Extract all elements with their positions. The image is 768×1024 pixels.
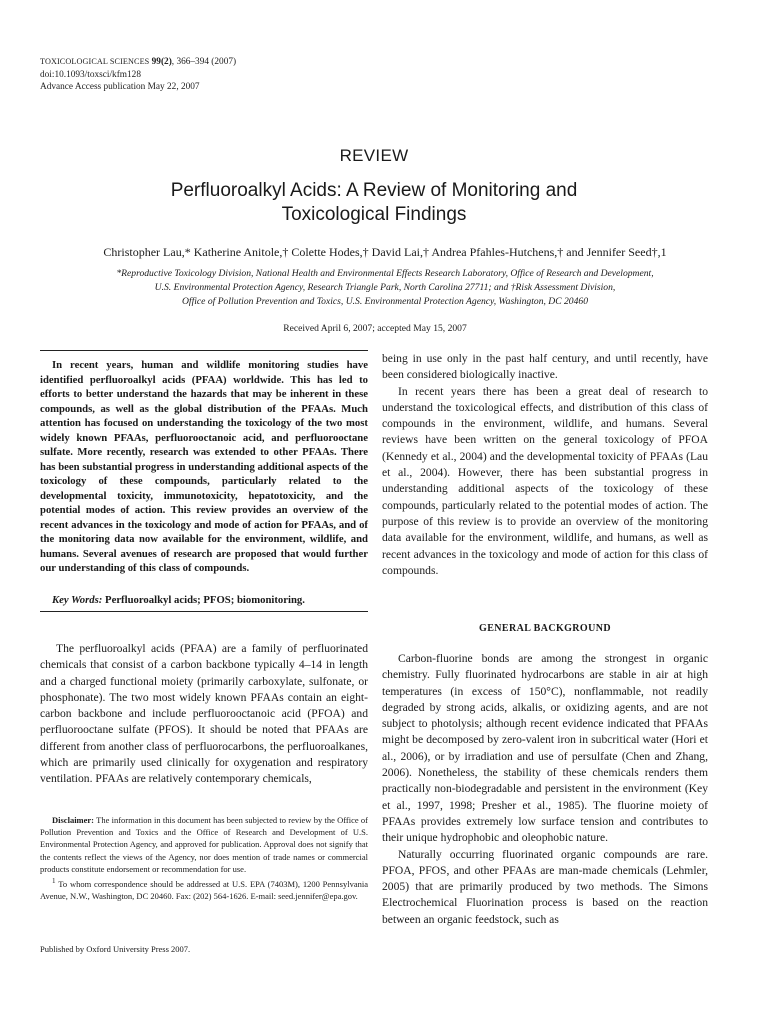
footnotes [40, 814, 368, 902]
correspondence-note [40, 875, 368, 902]
publisher-line: Published by Oxford University Press 2007. [40, 944, 191, 954]
section-heading: GENERAL BACKGROUND [479, 623, 611, 634]
disclaimer-text: The information in this document has been subjected to review by the Office of Pollution Prevention and Toxics and the Office of Research and Development of U.S. Environmental Protection Agency, and approved for publication. Approval does not signify that the contents reflect the views of the Agency, nor does mention of trade names or commercial products constitute endorsement or recommendation for use. [40, 815, 368, 874]
received-dates: Received April 6, 2007; accepted May 15, 2007 [283, 323, 467, 334]
journal-volume: 99(2) [151, 57, 172, 67]
body-paragraph: Carbon-fluorine bonds are among the strongest in organic chemistry. Fully fluorinated hydrocarbons are stable in air at high temperatures (in excess of 150°C), nonflammable, not readily degraded by strong acids, alkalis, or oxidizing agents, and are not subject to photolysis; although recent evidence indicated that PFAAs might be decomposed by zero-valent iron in subcritical water (Hori et al., 2006), or by irradiation and use of persulfate (Chen and Zhang, 2006). Nonetheless, the stability of these chemicals renders them practically non-biodegradable and persistent in the environment (Key et al., 1997, 1998; Presher et al., 1985). The fluorine moiety of PFAAs provides extremely low surface tension and contributes to their unique hydrophobic and oleophobic nature. [382, 652, 708, 845]
background-section [382, 651, 708, 928]
article-type: REVIEW [339, 146, 409, 165]
affiliations [40, 267, 730, 309]
body-paragraph: The perfluoroalkyl acids (PFAA) are a family of perfluorinated chemicals that consist of a carbon backbone typically 4–14 in length and a charged functional moiety (primarily carboxylate, sulfonate, or phosphonate). The two most widely known PFAAs contain an eight-carbon backbone and include perfluorooctanoic acid (PFOA) and perfluorooctane sulfate (PFOS). It should be noted that PFAAs are different from another class of perfluorocarbons, the perfluoroalkanes, which are primarily used clinically for oxygenation and respiratory ventilation. PFAAs are relatively contemporary chemicals, [40, 642, 368, 786]
correspondence-text: To whom correspondence should be addressed at U.S. EPA (7403M), 1200 Pennsylvania Avenue, N.W., Washington, DC 20460. Fax: (202) 564-1626. E-mail: seed.jennifer@epa.gov. [40, 878, 368, 902]
body-paragraph: Naturally occurring fluorinated organic compounds are rare. PFOA, PFOS, and other PFAAs are man-made chemicals (Lehmler, 2005) that are primarily produced by two methods. The Simons Electrochemical Fluorination process is based on the reaction between an organic feedstock, such as [382, 847, 708, 926]
footnote-mark: 1 [52, 877, 56, 886]
affiliation-line: *Reproductive Toxicology Division, National Health and Environmental Effects Research Laboratory, Office of Research and Development, [116, 268, 654, 279]
disclaimer-label: Disclaimer: [52, 815, 95, 825]
disclaimer-note [40, 814, 368, 875]
journal-pages: , 366–394 (2007) [171, 57, 237, 67]
keywords-text: Perfluoroalkyl acids; PFOS; biomonitoring. [102, 594, 305, 606]
title-line-2: Toxicological Findings [281, 204, 467, 225]
doi[interactable]: doi:10.1093/toxsci/kfm128 [40, 69, 141, 80]
body-paragraph: In recent years there has been a great deal of research to understand the toxicological effects, and distribution of this class of compounds in the environment, wildlife, and humans. Several reviews have been written on the general toxicology of PFOA (Kennedy et al., 2004) and the developmental toxicity of PFAAs (Lau et al., 2004). However, there has been substantial progress in understanding additional aspects of the toxicology of these compounds, particularly related to the potential modes of action. The purpose of this review is to provide an overview of the monitoring data available for the environment, wildlife, and humans, as well as recent advances in the toxicology and mode of action for this class of compounds. [382, 384, 708, 577]
abstract-bottom-rule [40, 611, 368, 612]
author-list: Christopher Lau,* Katherine Anitole,† Colette Hodes,† David Lai,† Andrea Pfahles-Hutchens,† and Jennifer Seed†,1 [103, 245, 667, 259]
journal-name: TOXICOLOGICAL SCIENCES [40, 57, 150, 66]
journal-citation [40, 56, 340, 69]
abstract: In recent years, human and wildlife monitoring studies have identified perfluoroalkyl acids (PFAA) worldwide. This has led to efforts to better understand the hazards that may be inherent in these compounds, as well as the global distribution of the PFAAs. Much attention has focused on understanding the toxicology of the two most widely known PFAAs, perfluorooctanoic acid, and perfluorooctane sulfate. More recently, research was extended to other PFAAs. There has been substantial progress in understanding additional aspects of the toxicology of these compounds, particularly related to the developmental toxicity, immunotoxicity, hepatotoxicity, and the potential modes of action. This review provides an overview of the recent advances in the toxicology and mode of action for PFAAs, and of the monitoring data now available for the environment, wildlife, and humans. Several avenues of research are proposed that would further our understanding of this class of compounds. [40, 359, 368, 574]
body-paragraph: being in use only in the past half century, and until recently, have been considered biologically inactive. [382, 352, 708, 382]
abstract-top-rule [40, 350, 368, 351]
intro-right-column [382, 351, 708, 579]
affiliation-line: U.S. Environmental Protection Agency, Research Triangle Park, North Carolina 27711; and †Risk Assessment Division, [154, 282, 616, 293]
advance-access: Advance Access publication May 22, 2007 [40, 82, 200, 92]
keywords-label: Key Words: [52, 594, 103, 606]
keywords [40, 593, 368, 608]
affiliation-line: Office of Pollution Prevention and Toxics, U.S. Environmental Protection Agency, Washington, DC 20460 [182, 296, 588, 307]
journal-header [40, 56, 340, 94]
intro-left-column [40, 641, 368, 788]
article-title [40, 179, 708, 227]
title-line-1: Perfluoroalkyl Acids: A Review of Monitoring and [170, 180, 578, 201]
